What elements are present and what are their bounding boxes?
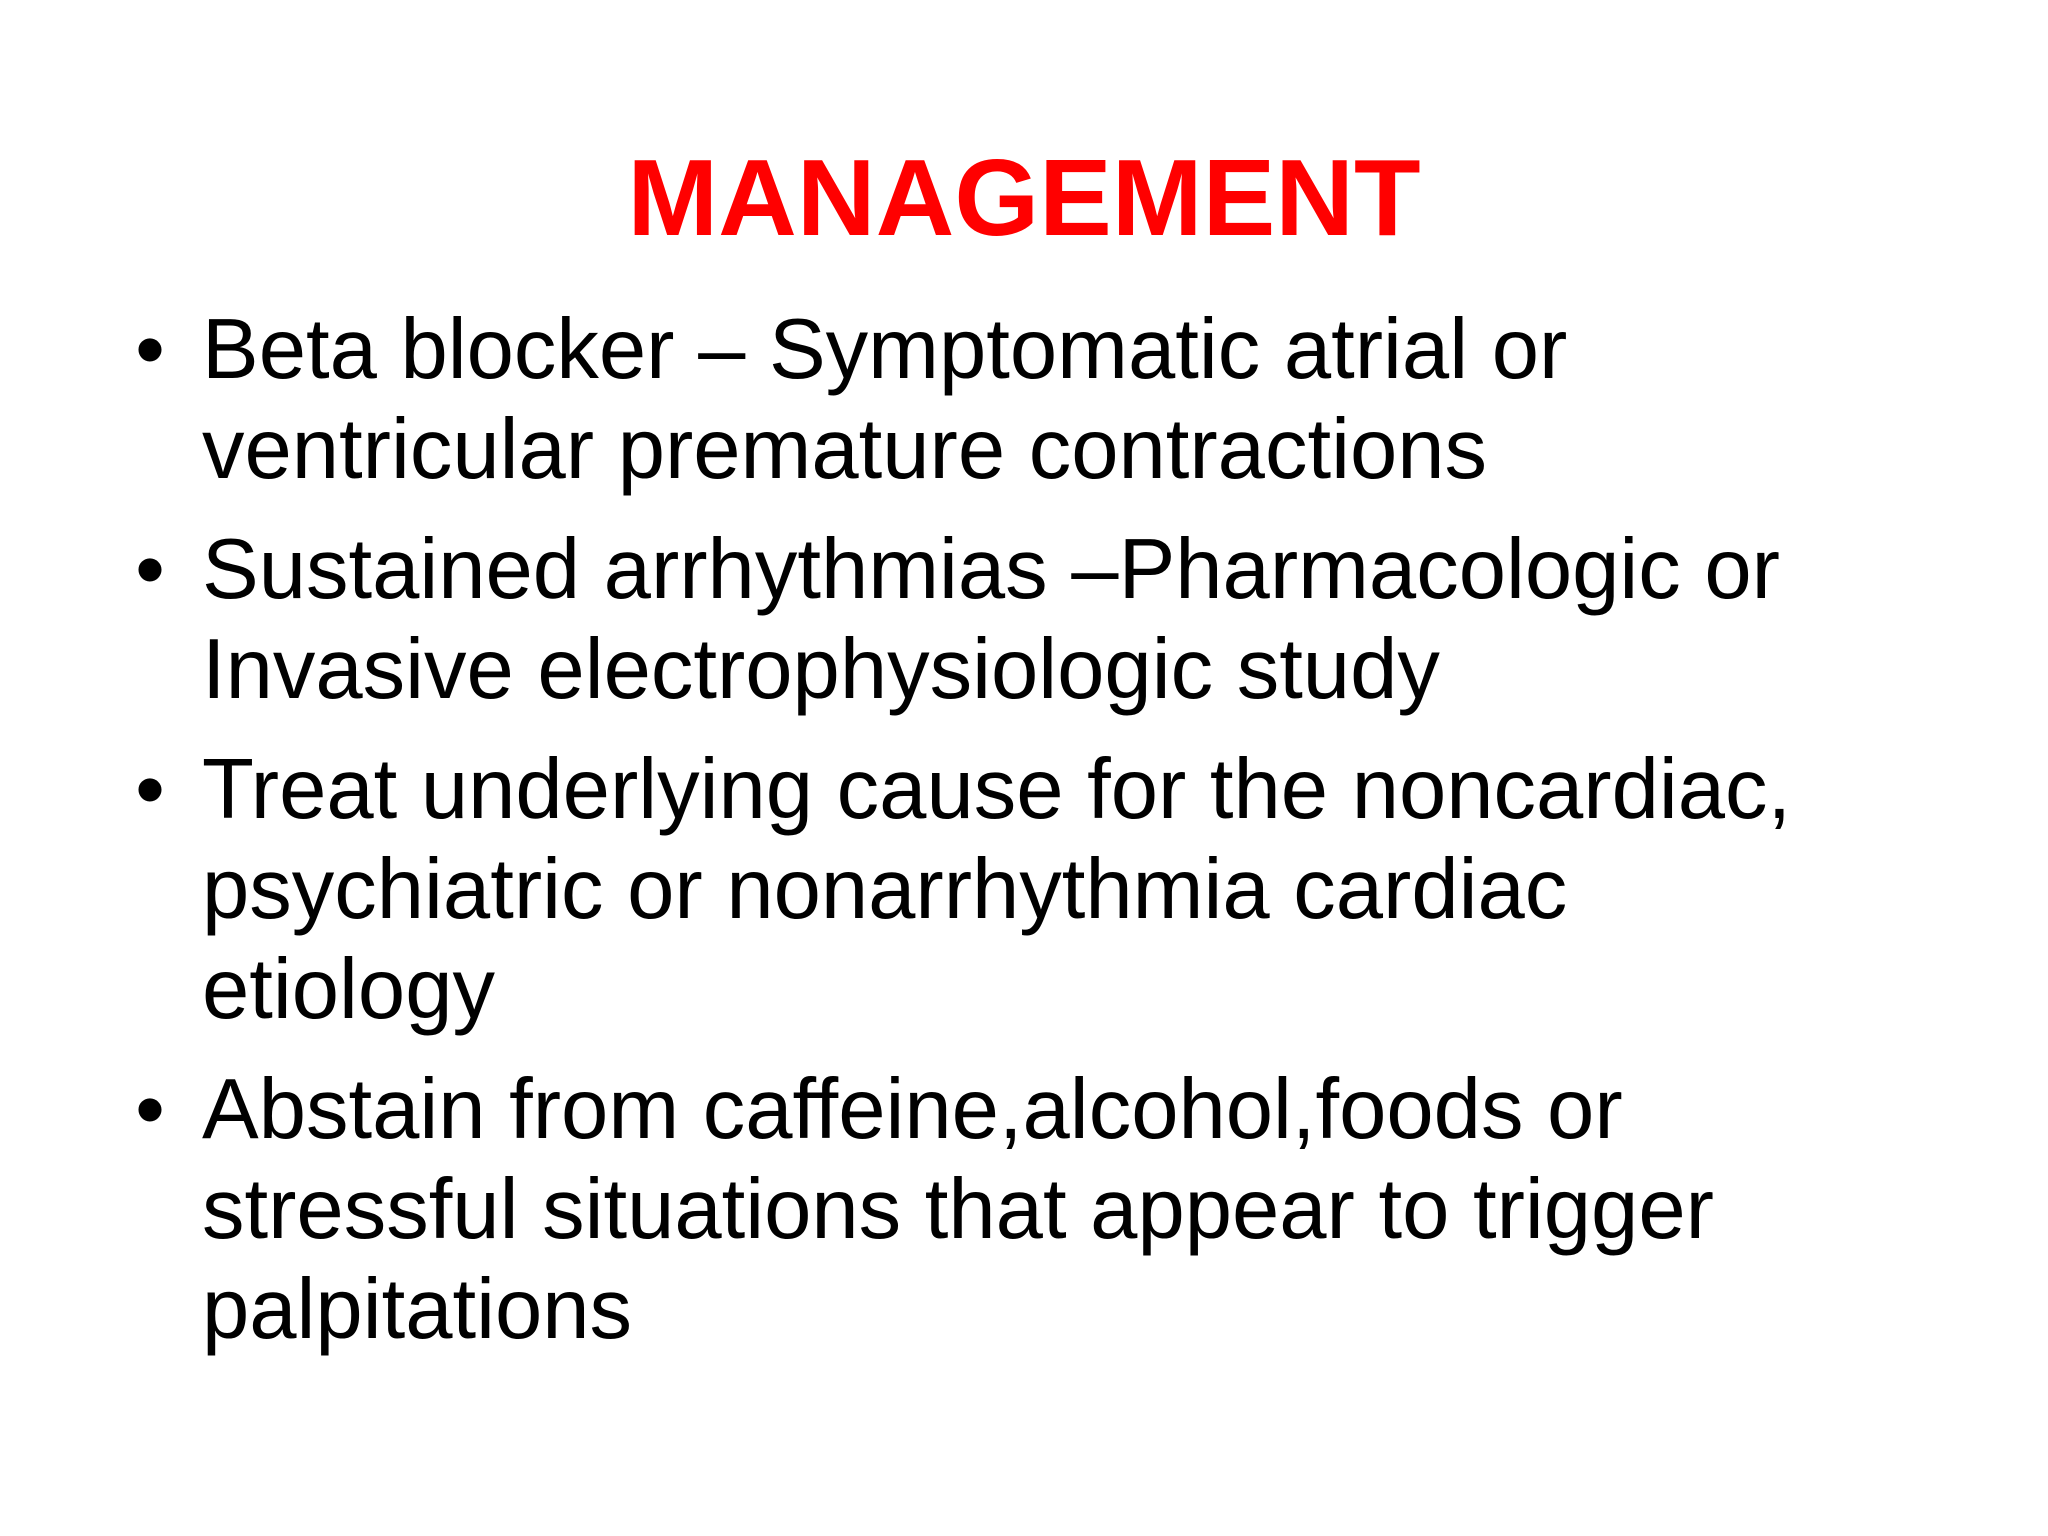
bullet-text-line: stressful situations that appear to trigger <box>202 1162 1714 1257</box>
bullet-dot-icon: • <box>135 742 165 837</box>
bullet-dot-icon: • <box>135 522 165 617</box>
slide-title: MANAGEMENT <box>627 137 1421 259</box>
bullet-item <box>120 740 2000 1040</box>
bullet-text-line: psychiatric or nonarrhythmia cardiac <box>202 842 1568 937</box>
bullet-text-line: Sustained arrhythmias –Pharmacologic or <box>202 522 1780 617</box>
bullet-text-line: Beta blocker – Symptomatic atrial or <box>202 302 1568 397</box>
bullet-text-line: palpitations <box>202 1262 633 1357</box>
bullet-dot-icon: • <box>135 1062 165 1157</box>
bullet-item <box>120 1060 2000 1360</box>
bullet-item <box>120 520 2000 720</box>
bullet-text-line: ventricular premature contractions <box>202 402 1488 497</box>
bullet-text-line: Abstain from caffeine,alcohol,foods or <box>202 1062 1623 1157</box>
bullet-dot-icon: • <box>135 302 165 397</box>
bullet-list <box>120 300 2000 1380</box>
bullet-text-line: Treat underlying cause for the noncardiac, <box>202 742 1792 837</box>
bullet-item <box>120 300 2000 500</box>
bullet-text-line: etiology <box>202 942 495 1037</box>
bullet-text-line: Invasive electrophysiologic study <box>202 622 1440 717</box>
